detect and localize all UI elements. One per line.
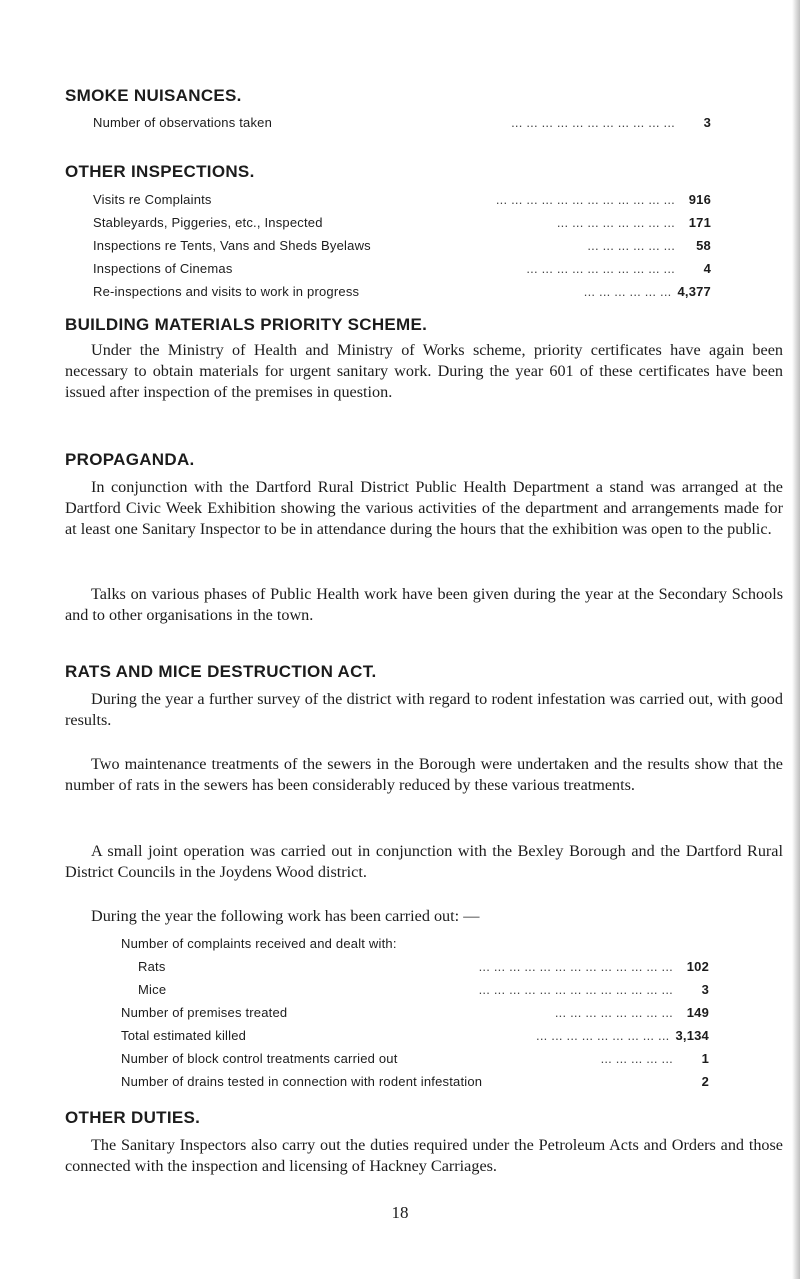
row-label: Number of observations taken [93, 115, 273, 130]
row-label: Inspections of Cinemas [93, 261, 233, 276]
row-label: Inspections re Tents, Vans and Sheds Byelaws [93, 238, 371, 253]
leader-dots: ... ... ... ... ... [600, 1051, 673, 1066]
row-value: 149 [686, 1005, 709, 1020]
rodent-row-1 [138, 982, 709, 998]
propaganda-paragraph-0: In conjunction with the Dartford Rural District Public Health Department a stand was arranged at the Dartford Civic Week Exhibition showing the various activities of the department and arrangements made for at least one Sanitary Inspector to be in attendance during the hours that the exhibition was open to the public. [65, 478, 783, 538]
row-label: Total estimated killed [121, 1028, 247, 1043]
row-label: Rats [138, 959, 166, 974]
row-value: 3,134 [675, 1028, 709, 1043]
leader-dots: ... ... ... ... ... ... ... ... ... ... ... ... ... [478, 982, 673, 997]
row-value: 1 [701, 1051, 709, 1066]
leader-dots: ... ... ... ... ... ... [583, 284, 672, 299]
inspection-row-2 [93, 238, 711, 254]
page-edge-shadow [792, 0, 800, 1279]
rats-paragraph-3: During the year the following work has been carried out: — [91, 907, 480, 925]
row-value: 4 [703, 261, 711, 276]
page-number: 18 [391, 1203, 409, 1222]
building-paragraph: Under the Ministry of Health and Ministry of Works scheme, priority certificates have again been necessary to obtain materials for urgent sanitary work. During the year 601 of these certificates have been issued after inspection of the premises in question. [65, 341, 783, 401]
leader-dots: ... ... ... ... ... ... ... ... ... ... ... ... [495, 192, 675, 207]
rodent-row-5 [121, 1074, 709, 1090]
rats-paragraph-2: A small joint operation was carried out in conjunction with the Bexley Borough and the Dartford Rural District Councils in the Joydens Wood district. [65, 842, 783, 881]
row-value: 58 [696, 238, 711, 253]
rodent-row-0 [138, 959, 709, 975]
propaganda-paragraph-1: Talks on various phases of Public Health work have been given during the year at the Secondary Schools and to other organisations in the town. [65, 585, 783, 624]
complaints-subheading: Number of complaints received and dealt with: [121, 936, 397, 951]
row-value: 171 [688, 215, 711, 230]
heading-propaganda: PROPAGANDA. [65, 450, 195, 469]
leader-dots: ... ... ... ... ... ... ... ... [554, 1005, 673, 1020]
rats-paragraph-1: Two maintenance treatments of the sewers in the Borough were undertaken and the results show that the number of rats in the sewers has been considerably reduced by these various treatments. [65, 755, 783, 794]
heading-building-materials: BUILDING MATERIALS PRIORITY SCHEME. [65, 315, 428, 334]
rodent-row-3 [121, 1028, 709, 1044]
row-value: 2 [701, 1074, 709, 1089]
row-value: 3 [701, 982, 709, 997]
row-label: Re-inspections and visits to work in progress [93, 284, 360, 299]
heading-smoke-nuisances: SMOKE NUISANCES. [65, 86, 242, 105]
heading-rats-and-mice: RATS AND MICE DESTRUCTION ACT. [65, 662, 377, 681]
row-label: Stableyards, Piggeries, etc., Inspected [93, 215, 323, 230]
row-label: Number of premises treated [121, 1005, 288, 1020]
other-duties-paragraph: The Sanitary Inspectors also carry out the duties required under the Petroleum Acts and Orders and those connected with the inspection and licensing of Hackney Carriages. [65, 1136, 783, 1175]
rodent-row-2 [121, 1005, 709, 1021]
inspection-row-4 [93, 284, 711, 300]
leader-dots: ... ... ... ... ... ... ... ... [556, 215, 675, 230]
row-label: Mice [138, 982, 167, 997]
row-value: 102 [686, 959, 709, 974]
inspection-row-3 [93, 261, 711, 277]
leader-dots: ... ... ... ... ... ... ... ... ... ... ... [511, 115, 675, 130]
row-label: Number of drains tested in connection with rodent infestation [121, 1074, 483, 1089]
leader-dots: ... ... ... ... ... ... ... ... ... ... [526, 261, 675, 276]
heading-other-inspections: OTHER INSPECTIONS. [65, 162, 255, 181]
leader-dots: ... ... ... ... ... ... ... ... ... [536, 1028, 670, 1043]
inspection-row-0 [93, 192, 711, 208]
row-label: Visits re Complaints [93, 192, 212, 207]
heading-other-duties: OTHER DUTIES. [65, 1108, 201, 1127]
inspection-row-1 [93, 215, 711, 231]
leader-dots: ... ... ... ... ... ... ... ... ... ... ... ... ... [478, 959, 673, 974]
rats-paragraph-0: During the year a further survey of the district with regard to rodent infestation was carried out, with good results. [65, 690, 783, 729]
row-value: 916 [688, 192, 711, 207]
smoke-row-0 [93, 115, 711, 131]
row-label: Number of block control treatments carried out [121, 1051, 398, 1066]
row-value: 4,377 [677, 284, 711, 299]
leader-dots: ... ... ... ... ... ... [587, 238, 675, 253]
rodent-row-4 [121, 1051, 709, 1067]
row-value: 3 [703, 115, 711, 130]
